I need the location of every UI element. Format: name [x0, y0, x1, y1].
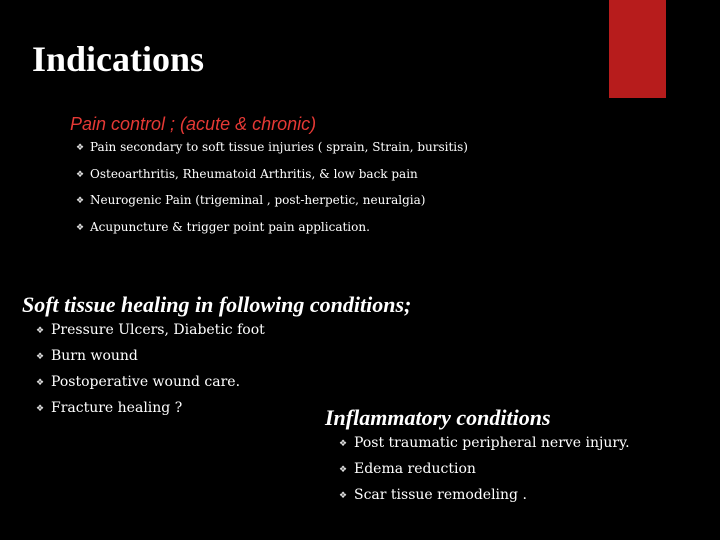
- square-bullet-icon: ❖: [339, 465, 348, 475]
- square-bullet-icon: ❖: [339, 439, 348, 449]
- inflammatory-heading: Inflammatory conditions: [325, 405, 551, 430]
- pain-control-heading: Pain control ; (acute & chronic): [70, 114, 317, 134]
- square-bullet-icon: ❖: [76, 143, 85, 153]
- slide-title: Indications: [32, 39, 205, 79]
- square-bullet-icon: ❖: [36, 378, 45, 388]
- square-bullet-icon: ❖: [36, 326, 45, 336]
- square-bullet-icon: ❖: [76, 222, 85, 233]
- red-accent-bar: [609, 0, 666, 98]
- square-bullet-icon: ❖: [339, 491, 348, 501]
- soft-tissue-heading: Soft tissue healing in following conditions;: [22, 292, 412, 317]
- square-bullet-icon: ❖: [76, 196, 85, 206]
- square-bullet-icon: ❖: [76, 169, 85, 180]
- square-bullet-icon: ❖: [36, 404, 45, 414]
- square-bullet-icon: ❖: [36, 352, 45, 362]
